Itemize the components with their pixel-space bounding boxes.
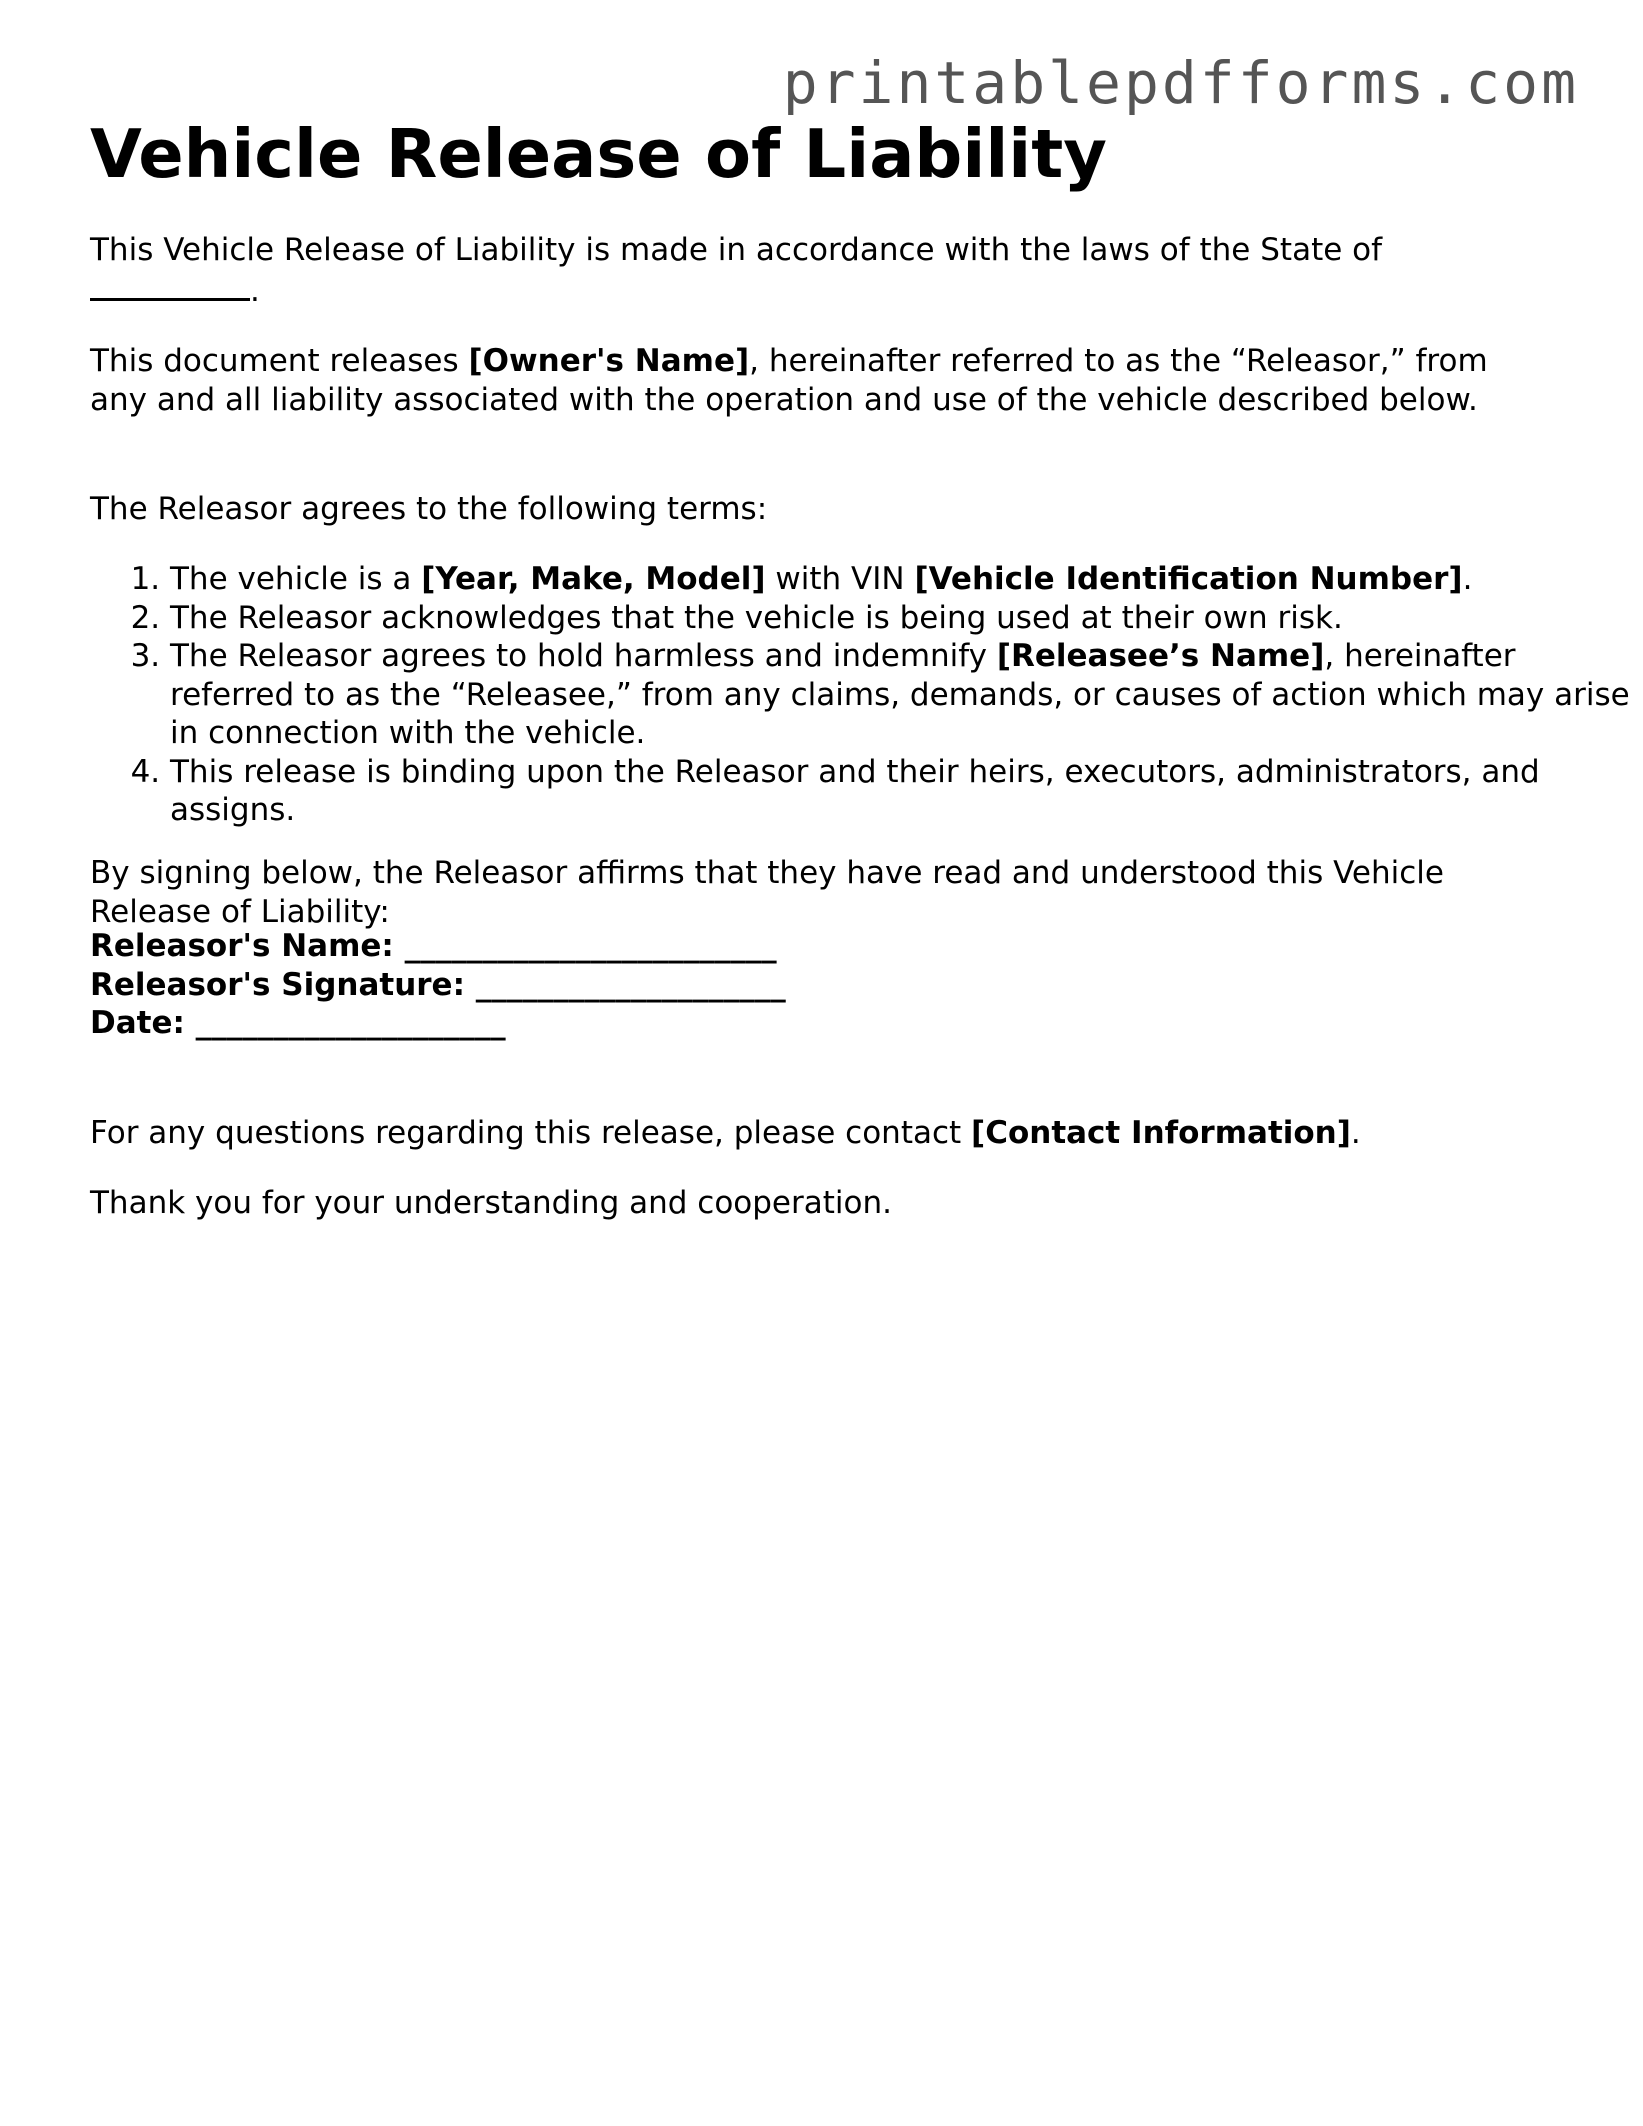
terms-list [90, 560, 1630, 830]
intro-text: This Vehicle Release of Liability is made in accordance with the laws of the State of [90, 232, 1383, 268]
watermark: printablepdfforms.com [782, 49, 1579, 117]
terms-intro: The Releasor agrees to the following terms: [90, 491, 768, 527]
owner-name-placeholder: [Owner's Name] [468, 343, 750, 379]
document-body [90, 115, 1630, 1221]
term-item [170, 637, 1630, 753]
date-field[interactable]: Date: ____________________ [90, 1005, 506, 1041]
term-item: 4. This release is binding upon the Releasor and their heirs, executors, administrators, and assigns. [170, 753, 1630, 830]
term-item: 2. The Releasor acknowledges that the vehicle is being used at their own risk. [170, 599, 1630, 638]
intro-paragraph [90, 231, 1550, 311]
contact-info-placeholder: [Contact Information] [971, 1115, 1351, 1151]
releasor-name-field[interactable]: Releasor's Name: ________________________ [90, 928, 777, 964]
release-part1: This document releases [90, 343, 469, 379]
release-paragraph [90, 342, 1550, 420]
document-title: Vehicle Release of Liability [90, 115, 1107, 193]
term1-a: The vehicle is a [170, 561, 422, 597]
affirm-paragraph: By signing below, the Releasor affirms that they have read and understood this Vehicle Release of Liability: [90, 855, 1444, 930]
intro-suffix: . [250, 273, 260, 309]
term-item [170, 560, 1630, 599]
release-part2: , hereinafter referred to as the “Releasor,” from any and all liability associated with the operation and use of the vehicle described below. [90, 343, 1488, 418]
contact-paragraph [90, 1114, 1550, 1153]
contact-suffix: . [1350, 1115, 1361, 1151]
thanks-paragraph: Thank you for your understanding and cooperation. [90, 1185, 892, 1221]
releasee-name-placeholder: [Releasee’s Name] [996, 638, 1325, 674]
signature-block [90, 927, 1550, 1043]
term1-e: . [1462, 561, 1473, 597]
contact-text: For any questions regarding this release, please contact [90, 1115, 972, 1151]
vin-placeholder: [Vehicle Identification Number] [914, 561, 1463, 597]
term3-a: The Releasor agrees to hold harmless and indemnify [170, 638, 997, 674]
term3-c: , hereinafter referred to as the “Releasee,” from any claims, demands, or causes of action which may arise in connection with the vehicle. [170, 638, 1630, 751]
state-blank [90, 270, 250, 301]
releasor-signature-field[interactable]: Releasor's Signature: ____________________ [90, 966, 786, 1003]
vehicle-placeholder: [Year, Make, Model] [421, 561, 766, 597]
term1-c: with VIN [765, 561, 915, 597]
